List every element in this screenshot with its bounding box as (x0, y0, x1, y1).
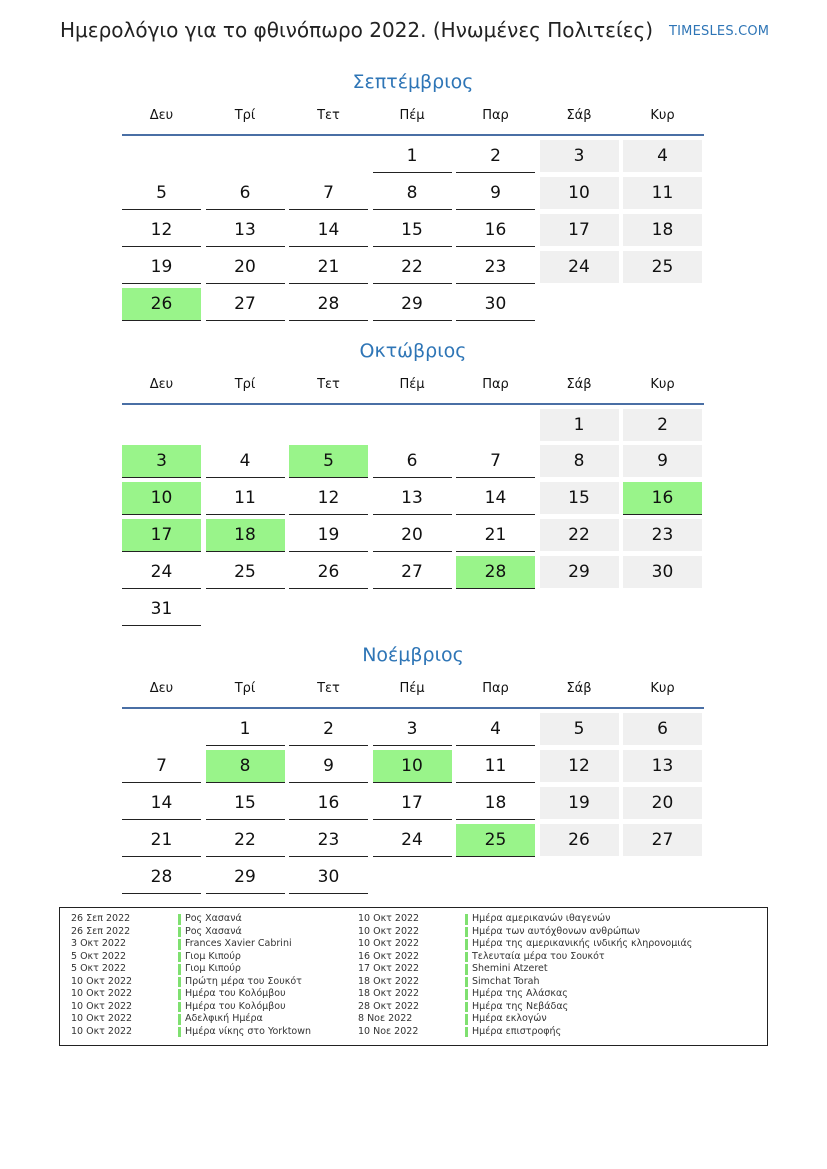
day-cell[interactable]: 15 (540, 482, 619, 514)
empty-cell (289, 140, 368, 172)
legend-holiday-name: Γιομ Κιπούρ (185, 950, 241, 962)
day-cell[interactable]: 9 (456, 177, 535, 210)
legend-holiday-name: Γιομ Κιπούρ (185, 963, 241, 974)
day-cell[interactable]: 6 (373, 445, 452, 478)
weekday-header (122, 677, 704, 701)
legend-holiday-name: Ρος Χασανά (185, 913, 242, 924)
empty-cell (122, 140, 201, 172)
day-cell[interactable]: 13 (206, 214, 285, 247)
day-cell[interactable]: 25 (206, 556, 285, 589)
day-cell[interactable]: 5 (122, 177, 201, 210)
legend-color-marker (178, 977, 181, 988)
legend-date: 10 Οκτ 2022 (358, 913, 420, 924)
legend-color-marker (178, 927, 181, 938)
legend-holiday-name: Ρος Χασανά (185, 925, 242, 937)
day-cell[interactable]: 13 (373, 482, 452, 515)
day-cell[interactable]: 11 (206, 482, 285, 515)
legend-date: 10 Νοε 2022 (358, 1025, 419, 1037)
weekday-label: Παρ (482, 377, 509, 392)
day-cell[interactable]: 20 (206, 251, 285, 284)
day-cell[interactable]: 9 (289, 750, 368, 783)
day-cell[interactable]: 1 (540, 409, 619, 441)
month-title: Νοέμβριος (362, 644, 464, 666)
day-cell[interactable]: 2 (456, 140, 535, 173)
day-cell[interactable]: 6 (623, 713, 702, 745)
day-cell[interactable]: 20 (373, 519, 452, 552)
weekday-label: Τρί (234, 108, 256, 123)
day-cell[interactable]: 27 (206, 288, 285, 321)
weekday-header (122, 373, 704, 397)
legend-holiday-name: Ημέρα της Νεβάδας (472, 1000, 569, 1012)
day-cell[interactable]: 22 (540, 519, 619, 551)
day-cell[interactable]: 8 (540, 445, 619, 477)
day-cell[interactable]: 4 (206, 445, 285, 478)
legend-color-marker (178, 989, 181, 1000)
legend-date: 5 Οκτ 2022 (71, 963, 127, 974)
legend-holiday-name: Simchat Torah (472, 975, 540, 987)
day-cell[interactable]: 21 (122, 824, 201, 857)
weekday-label: Δευ (149, 108, 174, 123)
day-cell[interactable]: 5 (540, 713, 619, 745)
holiday-legend (59, 907, 768, 1046)
legend-color-marker (178, 914, 181, 925)
day-cell[interactable]: 13 (623, 750, 702, 782)
legend-date: 10 Οκτ 2022 (71, 1013, 133, 1024)
weekday-label: Πέμ (399, 377, 425, 392)
day-cell-holiday[interactable]: 3 (122, 445, 201, 478)
day-cell[interactable]: 17 (373, 787, 452, 820)
day-cell[interactable]: 26 (540, 824, 619, 856)
weekday-label: Δευ (149, 681, 174, 696)
empty-cell (122, 409, 201, 441)
month-november (122, 643, 704, 894)
day-cell[interactable]: 1 (206, 713, 285, 746)
legend-holiday-name: Αδελφική Ημέρα (185, 1013, 263, 1024)
day-cell[interactable]: 15 (206, 787, 285, 820)
day-cell-holiday[interactable]: 25 (456, 824, 535, 857)
weekday-label: Τρί (234, 377, 256, 392)
legend-date: 10 Οκτ 2022 (358, 925, 420, 937)
day-cell[interactable]: 18 (456, 787, 535, 820)
legend-color-marker (465, 939, 468, 950)
legend-color-marker (465, 1002, 468, 1013)
legend-holiday-name: Ημέρα νίκης στο Yorktown (185, 1025, 312, 1037)
empty-cell (289, 409, 368, 441)
day-cell[interactable]: 19 (540, 787, 619, 819)
day-cell[interactable]: 3 (373, 713, 452, 746)
day-cell[interactable]: 14 (122, 787, 201, 820)
day-cell[interactable]: 27 (623, 824, 702, 856)
weekday-divider (122, 403, 704, 405)
days-grid (122, 409, 704, 626)
month-october (122, 339, 704, 626)
day-cell[interactable]: 16 (289, 787, 368, 820)
day-cell[interactable]: 23 (289, 824, 368, 857)
empty-cell (206, 140, 285, 172)
weekday-label: Σάβ (566, 377, 592, 392)
legend-date: 10 Οκτ 2022 (71, 988, 133, 999)
day-cell[interactable]: 17 (540, 214, 619, 246)
day-cell-holiday[interactable]: 5 (289, 445, 368, 478)
legend-date: 10 Οκτ 2022 (71, 975, 133, 987)
day-cell-holiday[interactable]: 16 (623, 482, 702, 515)
day-cell[interactable]: 16 (456, 214, 535, 247)
legend-color-marker (465, 1027, 468, 1038)
day-cell[interactable]: 15 (373, 214, 452, 247)
month-title: Σεπτέμβριος (352, 71, 474, 93)
day-cell[interactable]: 24 (373, 824, 452, 857)
legend-color-marker (465, 914, 468, 925)
empty-cell (206, 409, 285, 441)
legend-holiday-name: Ημέρα του Κολόμβου (185, 1000, 286, 1012)
weekday-label: Τετ (317, 108, 340, 123)
day-cell[interactable]: 7 (122, 750, 201, 783)
weekday-label: Κυρ (650, 108, 675, 123)
legend-color-marker (178, 1002, 181, 1013)
legend-color-marker (465, 989, 468, 1000)
day-cell[interactable]: 24 (540, 251, 619, 283)
day-cell[interactable]: 7 (456, 445, 535, 478)
legend-color-marker (465, 964, 468, 975)
day-cell[interactable]: 22 (206, 824, 285, 857)
legend-color-marker (178, 939, 181, 950)
month-september (122, 70, 704, 321)
weekday-divider (122, 134, 704, 136)
day-cell[interactable]: 26 (289, 556, 368, 589)
day-cell-holiday[interactable]: 18 (206, 519, 285, 552)
day-cell[interactable]: 6 (206, 177, 285, 210)
weekday-label: Τετ (317, 377, 340, 392)
day-cell-holiday[interactable]: 28 (456, 556, 535, 589)
day-cell[interactable]: 8 (373, 177, 452, 210)
day-cell[interactable]: 18 (623, 214, 702, 246)
legend-date: 26 Σεπ 2022 (71, 913, 131, 924)
legend-holiday-name: Ημέρα εκλογών (472, 1013, 547, 1024)
day-cell[interactable]: 21 (289, 251, 368, 284)
legend-color-marker (465, 977, 468, 988)
legend-date: 28 Οκτ 2022 (358, 1000, 420, 1012)
day-cell[interactable]: 12 (289, 482, 368, 515)
legend-holiday-name: Frances Xavier Cabrini (185, 938, 292, 949)
day-cell-holiday[interactable]: 17 (122, 519, 201, 552)
legend-color-marker (465, 1014, 468, 1025)
weekday-label: Κυρ (650, 681, 675, 696)
legend-date: 10 Οκτ 2022 (71, 1025, 133, 1037)
legend-holiday-name: Ημέρα της Αλάσκας (472, 988, 568, 999)
weekday-label: Τετ (317, 681, 340, 696)
legend-color-marker (178, 952, 181, 963)
day-cell[interactable]: 29 (206, 861, 285, 894)
weekday-header (122, 104, 704, 128)
day-cell[interactable]: 23 (456, 251, 535, 284)
weekday-label: Κυρ (650, 377, 675, 392)
day-cell[interactable]: 30 (289, 861, 368, 894)
page-title: Ημερολόγιο για το φθινόπωρο 2022. (Ηνωμένες Πολιτείες) (60, 18, 654, 42)
day-cell[interactable]: 2 (623, 409, 702, 441)
weekday-label: Σάβ (566, 108, 592, 123)
month-title: Οκτώβριος (359, 340, 467, 362)
legend-holiday-name: Πρώτη μέρα του Σουκότ (185, 975, 302, 987)
day-cell[interactable]: 27 (373, 556, 452, 589)
days-grid (122, 713, 704, 894)
legend-date: 26 Σεπ 2022 (71, 925, 131, 937)
day-cell[interactable]: 14 (289, 214, 368, 247)
day-cell[interactable]: 12 (540, 750, 619, 782)
day-cell[interactable]: 28 (122, 861, 201, 894)
legend-holiday-name: Ημέρα αμερικανών ιθαγενών (472, 913, 611, 924)
day-cell[interactable]: 9 (623, 445, 702, 477)
legend-color-marker (178, 964, 181, 975)
day-cell[interactable]: 20 (623, 787, 702, 819)
day-cell[interactable]: 23 (623, 519, 702, 551)
legend-color-marker (465, 927, 468, 938)
day-cell[interactable]: 3 (540, 140, 619, 172)
day-cell[interactable]: 19 (122, 251, 201, 284)
empty-cell (122, 713, 201, 745)
day-cell[interactable]: 4 (456, 713, 535, 746)
legend-holiday-name: Shemini Atzeret (472, 963, 548, 974)
day-cell[interactable]: 4 (623, 140, 702, 172)
day-cell[interactable]: 24 (122, 556, 201, 589)
weekday-label: Πέμ (399, 108, 425, 123)
weekday-label: Τρί (234, 681, 256, 696)
legend-color-marker (465, 952, 468, 963)
day-cell[interactable]: 14 (456, 482, 535, 515)
day-cell[interactable]: 29 (373, 288, 452, 321)
weekday-label: Δευ (149, 377, 174, 392)
day-cell[interactable]: 11 (623, 177, 702, 209)
legend-holiday-name: Ημέρα των αυτόχθονων ανθρώπων (472, 925, 640, 937)
legend-date: 3 Οκτ 2022 (71, 938, 127, 949)
legend-holiday-name: Τελευταία μέρα του Σουκότ (472, 950, 605, 962)
legend-holiday-name: Ημέρα του Κολόμβου (185, 988, 286, 999)
legend-holiday-name: Ημέρα της αμερικανικής ινδικής κληρονομιάς (472, 938, 693, 949)
legend-date: 8 Νοε 2022 (358, 1013, 413, 1024)
legend-holiday-name: Ημέρα επιστροφής (472, 1025, 562, 1037)
day-cell-holiday[interactable]: 26 (122, 288, 201, 321)
empty-cell (373, 409, 452, 441)
day-cell[interactable]: 30 (623, 556, 702, 588)
day-cell[interactable]: 1 (373, 140, 452, 173)
legend-date: 18 Οκτ 2022 (358, 988, 420, 999)
day-cell[interactable]: 31 (122, 593, 201, 626)
weekday-label: Παρ (482, 681, 509, 696)
day-cell-holiday[interactable]: 10 (373, 750, 452, 783)
day-cell[interactable]: 11 (456, 750, 535, 783)
day-cell[interactable]: 25 (623, 251, 702, 283)
legend-color-marker (178, 1014, 181, 1025)
day-cell-holiday[interactable]: 10 (122, 482, 201, 515)
legend-date: 10 Οκτ 2022 (71, 1000, 133, 1012)
day-cell[interactable]: 28 (289, 288, 368, 321)
legend-color-marker (178, 1027, 181, 1038)
brand-link[interactable]: TIMESLES.COM (669, 24, 770, 39)
day-cell[interactable]: 21 (456, 519, 535, 552)
day-cell[interactable]: 7 (289, 177, 368, 210)
empty-cell (456, 409, 535, 441)
day-cell[interactable]: 10 (540, 177, 619, 209)
weekday-label: Παρ (482, 108, 509, 123)
legend-date: 16 Οκτ 2022 (358, 950, 420, 962)
legend-date: 17 Οκτ 2022 (358, 963, 420, 974)
legend-date: 5 Οκτ 2022 (71, 950, 127, 962)
day-cell[interactable]: 19 (289, 519, 368, 552)
day-cell[interactable]: 22 (373, 251, 452, 284)
days-grid (122, 140, 704, 321)
legend-date: 18 Οκτ 2022 (358, 975, 420, 987)
day-cell[interactable]: 29 (540, 556, 619, 588)
weekday-label: Σάβ (566, 681, 592, 696)
weekday-label: Πέμ (399, 681, 425, 696)
legend-date: 10 Οκτ 2022 (358, 938, 420, 949)
day-cell[interactable]: 30 (456, 288, 535, 321)
weekday-divider (122, 707, 704, 709)
day-cell-holiday[interactable]: 8 (206, 750, 285, 783)
day-cell[interactable]: 12 (122, 214, 201, 247)
day-cell[interactable]: 2 (289, 713, 368, 746)
